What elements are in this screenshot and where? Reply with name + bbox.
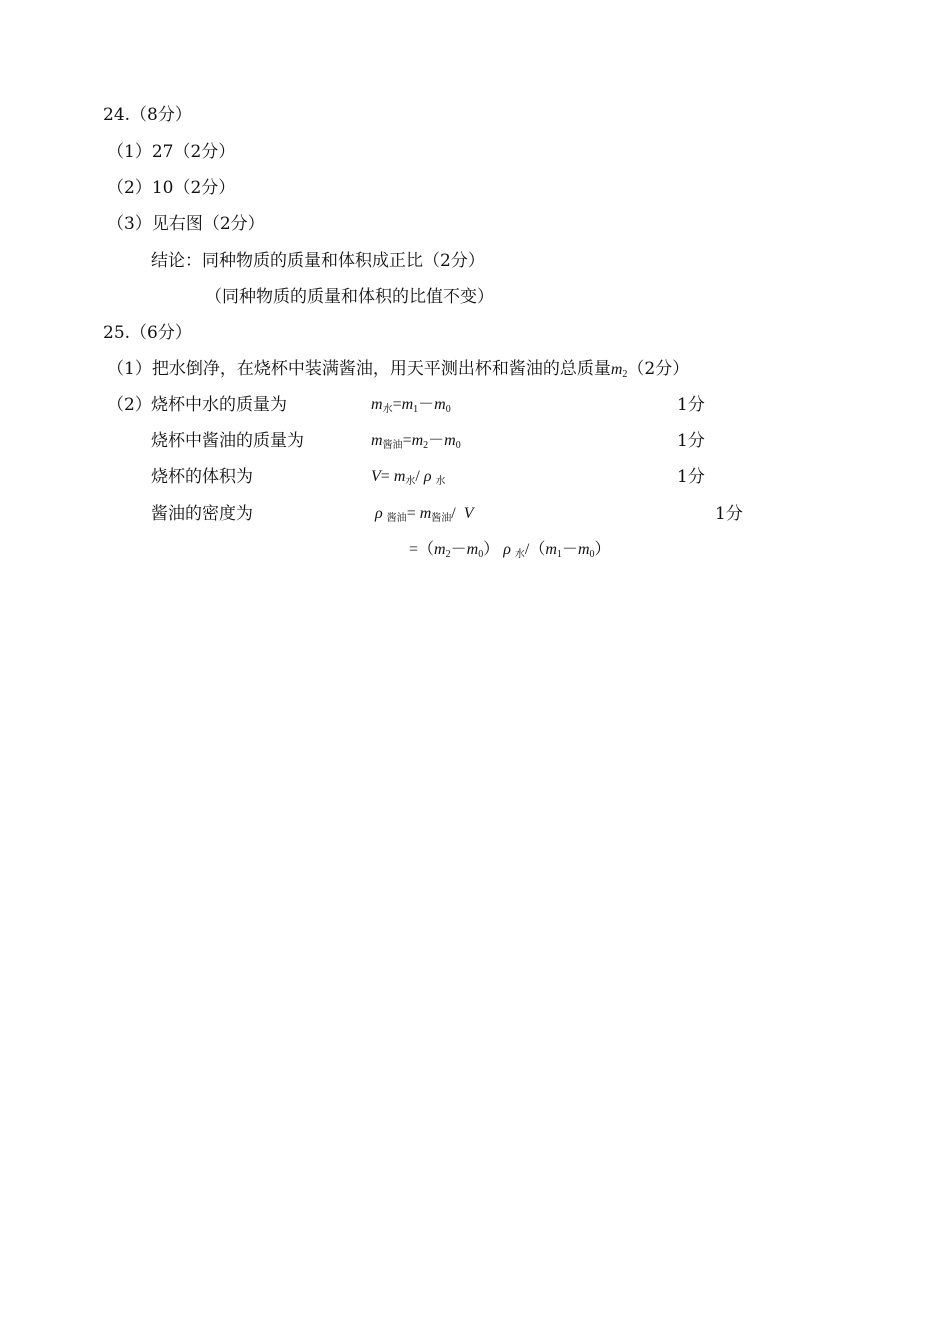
q25-answer-1-text: （1）把水倒净，在烧杯中装满酱油，用天平测出杯和酱油的总质量 [107,359,611,379]
q24-answer-2: （2）10（2分） [107,178,236,198]
q24-conclusion-alt: （同种物质的质量和体积的比值不变） [205,287,494,307]
q24-conclusion: 结论：同种物质的质量和体积成正比（2分） [151,251,485,271]
formula-volume: $V= m_水/$ ρ $_水$ [371,468,446,487]
row-water-mass-label: 烧杯中水的质量为 [151,395,287,415]
q25-header: 25.（6分） [103,323,192,343]
formula-density: ρ $_{酱油}= m_{酱油}/$ V [375,505,474,524]
q25-answer-1 [107,358,689,386]
row-density-label: 酱油的密度为 [151,504,253,524]
row-water-mass-score: 1分 [677,395,705,415]
formula-soy-mass: $m_{酱油}=m_2-m_0$ [371,432,461,451]
row-density-score: 1分 [715,504,743,524]
row-soy-mass-score: 1分 [677,431,705,451]
formula-water-mass: $m_水=m_1-m_0$ [371,396,451,415]
q24-answer-1: （1）27（2分） [107,142,236,162]
row-volume-label: 烧杯的体积为 [151,467,253,487]
q24-answer-3: （3）见右图（2分） [107,214,265,234]
q25-answer-2-prefix: （2） [107,395,152,415]
row-volume-score: 1分 [677,467,705,487]
formula-density-result: $=(m_2-m_0)$ ρ $_水/(m_1-m_0)$ [409,541,611,560]
row-soy-mass-label: 烧杯中酱油的质量为 [151,431,304,451]
q24-header: 24.（8分） [103,105,192,125]
q25-answer-1-score: （2分） [627,359,690,379]
m2-symbol: $m_2$ [610,361,628,380]
